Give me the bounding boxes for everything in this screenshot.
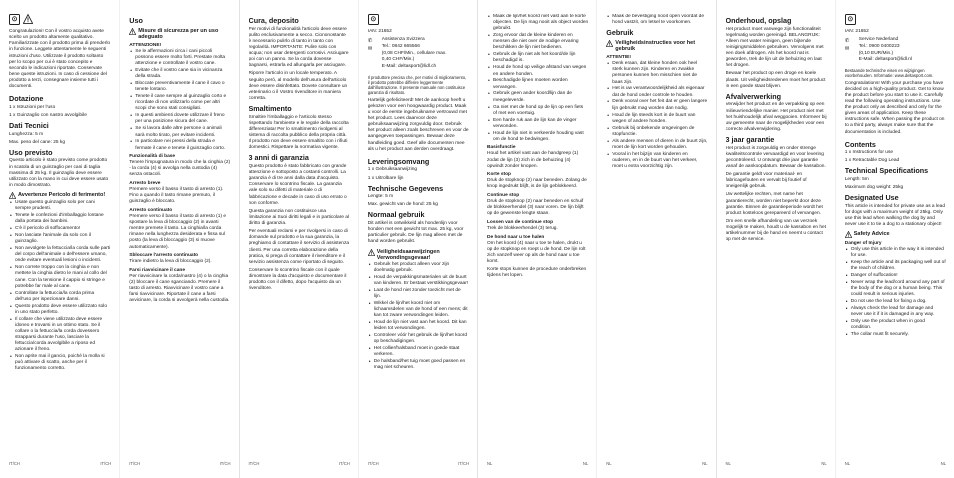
footer-lang-left: NL [725, 461, 731, 466]
section-heading: Afvalverwerking [725, 91, 782, 101]
list-item: • Usate questo guinzaglio solo per cani sempre prudenti. [15, 200, 111, 212]
bullet-list [129, 49, 230, 152]
subsection-heading: ATTENZIONE! [129, 42, 162, 48]
section-heading: Contents [844, 139, 876, 149]
body-paragraph: Het product moet vanwege zijn functionaliteit regelmatig worden gereinigd. BELANGRIJK: Alleen met water reinigen, geen bijtende reinigingsmiddelen gebruiken. Vervolgens met een doek afdrogen. Als het koord nat is geworden, trek de lijn uit de behuizing en laat het drogen. [725, 26, 824, 69]
list-item: • Controleer vóór het gebruik de lijn/het koord op beschadigingen. [374, 333, 469, 345]
intro-paragraph: Congratulations! With your purchase you have decided on a high-quality product. Get to know the product before you start to use it. Carefully read the following operating instructions. Use the product only as described and only for the given areas of application. Keep these instructions safe. When passing the product on to a third party, always make sure that the documentation is included. [844, 80, 945, 135]
body-paragraph: Max. gewicht van de hond: 25 kg [367, 202, 438, 208]
list-item: • Non aprite mai il gancio, poiché la molla si può attivare di scatto, anche per il funzionamento corretto. [15, 354, 111, 372]
list-item: • Non avvolgete la fettuccia/la corda sulle parti del corpo dell'animale o dell'essere umano, onde evitare eventuali lesioni o incidenti. [15, 246, 111, 264]
section-heading: Normaal gebruik [367, 210, 425, 220]
footer-lang-right: IT/CH [338, 461, 350, 466]
list-item: • The collar must fit securely. [851, 332, 946, 338]
body-paragraph: Per motivi di funzionalità l'articolo deve essere pulito esclusivamente a secco. Ciononostante è necessario pulirlo di tanto in tanto con regolarità. IMPORTANTE: Pulire solo con acqua; non usar detergenti corrosivi. Asciugare poi con un panno. Se la corda dovesse bagnarsi, estrarla ed allungarla per asciugare. [248, 26, 349, 69]
page-content [845, 14, 946, 459]
subsection-heading: ATTENTIE! [606, 55, 631, 61]
warning-icon [23, 14, 33, 24]
footer-lang-right: NL [702, 461, 708, 466]
footer-lang-left: IT/CH [367, 461, 379, 466]
page-footer [249, 461, 350, 466]
body-paragraph: Per eventuali reclami e per rivolgersi in caso di domande sul prodotto e la sua garanzia, la preghiamo di contattare il servizio di assistenza clienti. Per una corretta elaborazione della pratica, si prega di contattare il rivenditore e il servizio assistenza come riportato di seguito. [248, 229, 350, 265]
list-item: • Beschadigde lijnen moeten worden vervangen. [493, 78, 588, 90]
intro-paragraph: Congratulazioni! Con il vostro acquisto avete scelto un prodotto altamente qualitativo. Familiarizzate con il prodotto prima di prenderlo in funzione. Leggete attentamente le seguenti istruzioni d'uso. Utilizzate il prodotto soltanto per lo scopo per cui è stato concepito e secondo le indicazioni riportate. Conservate bene queste istruzioni. In caso di cessione del prodotto a terzi, consegnare insieme tutti i documenti. [9, 29, 111, 90]
page-column [835, 0, 954, 478]
body-paragraph: Premere verso il basso il tasto di arresto (1). Fino a quando il tasto rimane premuto, il guinzaglio è bloccato. [129, 187, 224, 205]
list-item: • Houd de lijn niet in verkeerde houding vast om de hond te bedwingen. [493, 131, 588, 143]
list-item: • Bloccate preventivamente il cane il cavo o tenete lontano. [135, 81, 230, 93]
section-heading: Designated Use [844, 193, 899, 203]
body-paragraph: Het product is zorgvuldig en onder strenge kwaliteitscontrole vervaardigd en voor levering gecontroleerd. U ontvangt drie jaar garantie vanaf de aankoopdatum. Bewaar de kassabon. [725, 145, 826, 169]
warning-triangle-icon [368, 249, 375, 256]
service-line: (0,10 EUR/Min.) [858, 50, 894, 56]
dog-lead-icon: ⊙ [9, 14, 20, 25]
footer-lang-right: NL [821, 461, 827, 466]
subsection-heading: Arresto breve [129, 181, 161, 187]
body-paragraph: Lunghezza: 5 m [9, 131, 44, 137]
list-item: • Gebruik bij onbekende omgevingen de stopfunctie. [612, 126, 707, 138]
list-item: • Denk eraan, dat kleine honden ook heel sterk kunnen zijn. Kinderen en zwakke personen kunnen hen misschien niet de baas zijn. [612, 61, 707, 86]
warning-heading [845, 231, 946, 238]
footer-lang-right: NL [582, 461, 589, 466]
list-item: • Gebruik de lijn niet als het koord/de lijn beschadigd is. [493, 52, 588, 64]
fine-print: Bestaande technische eisen en wijzigingen voorbehouden. Informatie: www.deltasport.com. [844, 68, 934, 79]
warning-heading-text: Avvertenze Pericolo di ferimento! [18, 192, 106, 199]
footer-lang-right: IT/CH [458, 461, 469, 466]
dog-lead-icon: ⊙ [368, 14, 379, 25]
page-content [249, 14, 350, 459]
list-item: • Il collare che viene utilizzato deve essere idoneo e trovarsi in un ottimo stato. Se il collare o la fettuccia/la corda dovessero strapparsi durante l'uso, lasciare la fettuccia/corda avvolgibile a riposo ed azionare il freno. [15, 317, 111, 354]
bullet-list [368, 262, 469, 372]
body-paragraph: Tirare indietro la leva di bloccaggio (2). [129, 259, 212, 265]
body-paragraph: 1 x Instructions for use [844, 150, 894, 156]
footer-lang-right: NL [940, 461, 946, 466]
warning-heading-text: Veiligheidsinstructies voor het gebruik [615, 40, 696, 53]
service-line: 0,40 CHF/Min.) [381, 57, 415, 63]
list-item: • Se si lavora dalle altre persone o animali sarà molto tirato, per evitare incidenti. [135, 126, 230, 138]
body-paragraph: 1 x Gebruiksaanwijzing [367, 167, 418, 173]
list-item: • Gebruik geen ander koord/lijn dan de meegeleverde. [493, 91, 588, 103]
list-item: • Non lasciate l'animale da solo con il guinzaglio. [15, 233, 111, 245]
body-paragraph: Houd het artikel vast aan de handgreep (1) zodat de lijn (3) zich in de behuizing (4) opwindt zonder knopen. [487, 151, 579, 169]
page-content [606, 14, 707, 459]
list-item: • Een harde ruk aan de lijn kan de vinger verwonden. [493, 118, 588, 130]
page-column [239, 0, 358, 478]
footer-lang-left: IT/CH [248, 461, 260, 466]
section-heading: Onderhoud, opslag [725, 16, 792, 25]
body-paragraph: Druk de stopknop (2) naar beneden. Zolang de knop ingedrukt blijft, is de lijn geblokkeerd. [487, 178, 587, 190]
service-icons [845, 37, 857, 64]
section-heading: Cura, deposito [248, 16, 299, 25]
list-item: • Wikkel de lijn/het koord niet om lichaamsdelen van de hond of een mens; dit kan tot zware verwondingen leiden. [374, 301, 469, 319]
list-item: • Evitate che il vostro cane sia in vicinanza della strada. [135, 68, 230, 80]
footer-lang-left: NL [844, 461, 851, 466]
icon-row [368, 14, 469, 25]
service-details [859, 37, 946, 64]
body-paragraph: Bewaar het product op een droge en koele plaats. Uit veiligheidsredenen moet het product in een goede staat blijven. [725, 71, 826, 89]
warning-triangle-icon [606, 40, 613, 47]
body-paragraph: Om het koord (4) naar u toe te halen, drukt u op de stopknop en roept u de hond. De lijn rolt zich vanzelf weer op als de hond naar u toe komt. [487, 240, 586, 264]
warning-heading [606, 40, 707, 52]
fine-print: Il produttore precisa che, per motivi di miglioramento, il prodotto potrebbe differire leggermente dall'illustrazione. Il presente manuale non costituisce garanzia di risultato. [367, 74, 467, 96]
service-line: Tel.: 0900 0400223 [858, 43, 900, 49]
subsection-heading: Danger of Injury [844, 240, 882, 246]
service-line: (0,08 CHF/Min., cellulare max. [381, 50, 447, 56]
body-paragraph: De garantie geldt voor materiaal- en fabricagefouten en vervalt bij foutief of oneigenlijk gebruik. [725, 172, 807, 190]
page-footer [845, 461, 946, 466]
list-item: • Tenete il cane sempre al guinzaglio corto e ricordate di non utilizzarlo come per altri scopi che sono stati consigliati. [135, 94, 230, 112]
warning-heading-text: Misure di sicurezza per un uso adeguato [138, 28, 219, 41]
subsection-heading: De hond naar u toe halen [487, 234, 545, 240]
list-item: • Maak de lijn/het koord niet vast aan te korte objecten. De lijn mag nooit als object worden gebruikt. [493, 14, 588, 32]
list-item: • Laat de hond niet zonder toezicht met de lijn. [374, 288, 469, 300]
footer-lang-right: IT/CH [100, 461, 112, 466]
list-item: • Never wrap the lead/cord around any part of the body of the dog or a human being. This could result in serious injuries. [851, 280, 946, 298]
section-heading: 3 anni di garanzia [248, 153, 309, 163]
body-paragraph: Premere verso il basso il tasto di arresto (1) e spostare la leva di bloccaggio (2) in avanti mentre premete il tasto. La cinghia/la corda rimane nella lunghezza desiderata e fissa sul posto (la leva di bloccaggio (3) si muove automaticamente). [129, 213, 227, 250]
warning-heading-text: Safety Advice [853, 231, 890, 238]
list-item: • Always check the lead for damage and never use it if it is damaged in any way. [851, 306, 946, 318]
page-content [487, 14, 588, 459]
body-paragraph: Per riavvicinare la corda/nastro (4) o la cinghia (2) bloccare il cane sganciando. Premere il tasto di arresto. Riavvicinare il vostro cane a farsi riavvicinare. Riportate il cane a farsi avvicinare, la corda si avvolgerà nella custodia. [129, 273, 230, 304]
icon-row [9, 14, 111, 25]
section-heading: Smaltimento [248, 104, 292, 114]
subsection-heading: Sbloccare l'arresto continuato [129, 253, 199, 259]
list-item: • Zorg ervoor dat de kleine kinderen en mensen die niet over de nodige ervaring beschikken de lijn niet bedienen. [493, 33, 588, 51]
page-footer [9, 461, 111, 466]
list-item: • Houd de verpakkingsmaterialen uit de buurt van kinderen. Er bestaat verstikkingsgevaar! [374, 275, 469, 287]
footer-lang-left: IT/CH [129, 461, 141, 466]
bullet-list [9, 200, 111, 373]
body-paragraph: Om een snelle afhandeling van uw verzoek mogelijk te maken, houdt u de kassabon en het artikelnummer bij de hand en neemt u contact op met de service. [725, 218, 827, 243]
section-heading: Uso [129, 16, 143, 25]
icon-row [845, 14, 946, 25]
subsection-heading: Farsi riavvicinare il cane [129, 267, 185, 273]
page-footer [606, 461, 707, 466]
section-heading: Uso previsto [9, 147, 53, 157]
body-paragraph: Length: 5m [844, 177, 869, 182]
body-paragraph: 1 x Guinzaglio con nastro avvolgibile [9, 112, 87, 118]
list-item: • In particolare nei pressi della strada e fermate il cane e tenete il guinzaglio corto. [135, 139, 230, 151]
list-item: • Only use this article in the way it is intended for use. [851, 247, 946, 259]
list-item: • Gebruik het product alleen voor zijn doelmatig gebruik. [374, 262, 469, 274]
warning-heading-text: Veiligheidsaanwijzingen Verwondingsgevaar! [376, 248, 440, 261]
service-line: Assistenza Svizzera [381, 37, 425, 43]
list-item: • Questo prodotto deve essere utilizzato solo in uno stato perfetto. [15, 304, 111, 316]
body-paragraph: Max. peso del cane: 25 kg [9, 139, 65, 145]
page-content [368, 14, 469, 459]
warning-triangle-icon [129, 28, 136, 35]
service-details [382, 37, 469, 71]
body-paragraph: This article is intended for private use as a lead for dogs with a maximum weight of 25kg. Only use this lead when walking the dog by and never use it to tie a dog to a stationary object! [844, 203, 946, 228]
section-heading: Dotazione [9, 94, 44, 104]
service-line: Service Nederland [858, 37, 899, 43]
list-item: • Het collier/halsband moet in goede staat verkeren. [374, 346, 469, 358]
warning-triangle-icon [845, 231, 852, 238]
subsection-heading: Basisfunctie [487, 145, 516, 151]
warning-heading [129, 28, 230, 40]
page-column [0, 0, 119, 478]
warning-triangle-icon [9, 192, 16, 199]
footer-lang-right: IT/CH [219, 461, 231, 466]
body-paragraph: Tenere l'impugnatura in modo che la cinghia (2) - la corda (4) si avvolga nella custodia (4) senza ostacoli. [129, 160, 231, 178]
body-paragraph: Dit artikel is ontwikkeld als hondenlijn voor honden met een gewicht tot max. 25 kg, voor particulier gebruik. De lijn mag alleen met de hand worden gebruikt. [367, 221, 464, 245]
list-item: • Houd de hond op veilige afstand van wegen en andere honden. [493, 65, 588, 77]
section-heading: Dati Tecnici [9, 121, 49, 131]
email-icon: ✉ [367, 46, 373, 53]
page-column [119, 0, 238, 478]
phone-icon: ✆ [367, 38, 373, 45]
body-paragraph: Druk de stopknop (2) naar beneden en schuif de blokkeerhendel (3) naar voren. De lijn blijft op de gewenste lengte staan. [487, 199, 584, 217]
list-item: • De halsband/het tuig moet goed passen en mag niet scheuren. [374, 359, 469, 371]
list-item: • Do not use the lead for fixing a dog. [851, 299, 946, 305]
service-line: Tel.: 0842 665566 [381, 43, 420, 49]
bullet-list [487, 14, 588, 143]
body-paragraph: Questa garanzia non costituisce una limitazione ai Suoi diritti legali e in particolare al diritto di garanzia. [248, 208, 350, 227]
list-item: • Houd de lijn niet vast aan het koord. Dit kan leiden tot verwondingen. [374, 320, 469, 332]
page-footer [129, 461, 230, 466]
page-column [716, 0, 835, 478]
body-paragraph: Verwijder het product en de verpakking op een milieuvriendelijke manier. Het product niet met het huishoudelijk afval weggooien. Informeer bij uw gemeente naar de mogelijkheden voor een correcte afvalverwijdering. [725, 102, 827, 132]
list-item: • C'è il pericolo di soffocamento! [15, 226, 111, 232]
ian-number: IAN: 21652 [367, 29, 392, 34]
body-paragraph: Korte stops kunnen de procedure onderbreken tijdens het lopen. [487, 267, 587, 279]
list-item: • Keep the article and its packaging well out of the reach of children. [851, 260, 946, 272]
list-item: • Houd de lijn steeds kort in de buurt van wegen of andere honden. [612, 113, 707, 125]
page-content [726, 14, 827, 459]
subsection-heading: Lossen van de continue stop [487, 219, 554, 225]
body-paragraph: 1 x Istruzioni per l'uso [9, 104, 56, 110]
service-contact [368, 37, 469, 71]
body-paragraph: Trek de blokkeerhendel (3) terug. [487, 225, 558, 231]
phone-icon: ✆ [844, 38, 850, 45]
service-line: E-Mail: deltasport@lidl.ch [381, 64, 437, 69]
body-paragraph: Questo articolo è stato previsto come prodotto in scatola di un guinzaglio per cani di taglia massima di 25 kg. Il guinzaglio deve essere utilizzato con la mano in cui deve essere usato in modo dimostrato. [9, 158, 109, 188]
page-footer [726, 461, 827, 466]
list-item: • Als andere mensen of dieren in de buurt zijn, moet de lijn kort worden gehouden. [612, 139, 707, 151]
body-paragraph: Conservare lo scontrino fiscale con il quale dimostrare la data d'acquisto e documentare il prodotto con il difetto, dopo l'acquisto da un rivenditore. [248, 267, 347, 292]
page-content [9, 14, 111, 459]
list-item: • Vooral in het bijzijn van kinderen en ouderen, en in de buurt van het verkeer, moet u extra voorzichtig zijn. [612, 152, 707, 170]
dog-lead-icon: ⊙ [845, 14, 856, 25]
list-item: • Controllate la fettuccia/la corda prima dell'uso per ispezionare danni. [15, 291, 111, 303]
body-paragraph: Smaltire l'imballaggio e l'articolo stesso rispettando l'ambiente e le regole della raccolta differenziata! Per lo smaltimento rivolgersi al sistema di raccolta pubblico della propria città. Il prodotto non deve essere smaltito con i rifiuti domestici. Rispettare la normativa vigente. [248, 114, 349, 151]
page-column [477, 0, 596, 478]
subsection-heading: Korte stop [487, 172, 511, 178]
section-heading: Technical Specifications [844, 166, 929, 176]
section-heading: Technische Gegevens [367, 183, 444, 193]
list-item: • Se le affermazioni circa i cani piccoli possono essere molto forti. Prestate molta attenzione e controllate il vostro cane. [135, 49, 230, 67]
list-item: • In questi ambienti dovete utilizzare il freno per una posizione sicura del cane. [135, 113, 230, 125]
email-icon: ✉ [844, 46, 850, 53]
ian-number: IAN: 21652 [844, 29, 869, 34]
body-paragraph: Uw wettelijke rechten, met name het garantierecht, worden niet beperkt door deze garantie. Binnen de garantieperiode wordt het product kosteloos gerepareerd of vervangen. [725, 192, 823, 216]
section-heading: Leveringsomvang [367, 156, 430, 166]
list-item: • Non correte troppo con la cinghia e non mettete la cinghia dietro le mani al collo del cane. Con la tensione il cappio si stringe e potrebbe far male al cane. [15, 265, 111, 290]
page-column [596, 0, 715, 478]
warning-heading [368, 249, 469, 261]
subsection-heading: Continue stop [487, 193, 520, 199]
footer-lang-left: NL [487, 461, 493, 466]
footer-lang-left: NL [606, 461, 612, 466]
page-footer [487, 461, 588, 466]
list-item: • Het is uw verantwoordelijkheid als eigenaar dat de hond onder controle te houden. [612, 86, 707, 98]
body-paragraph: Lengte: 5 m [367, 194, 394, 200]
list-item: • Maak de bevestiging nooit open voordat de hond vastzit, om letsel te voorkomen. [612, 14, 707, 26]
bullet-list [845, 247, 946, 338]
subsection-heading: Arresto continuato [129, 207, 173, 213]
service-icons [368, 37, 380, 71]
bullet-list [606, 61, 707, 170]
footer-lang-left: IT/CH [9, 461, 20, 466]
section-heading: 3 jaar garantie [725, 135, 775, 144]
list-item: • Denk vooral over het feit dat er geen langere lijn gebruikt mag worden dan nodig. [612, 99, 707, 111]
page-content [129, 14, 230, 459]
service-line: E-Mail: deltasport@lidl.nl [858, 57, 912, 63]
warning-heading [9, 192, 111, 199]
list-item: • Only use the product when in good condition. [851, 319, 946, 331]
subsection-heading: Funzionalità di base [129, 154, 176, 160]
body-paragraph: 1 x Uitrolbare lijn [367, 175, 404, 181]
section-heading: Gebruik [606, 28, 634, 38]
list-item: • Ga niet met de hond op de lijn op een fiets of met een voertuig. [493, 105, 588, 117]
body-paragraph: Riporre l'articolo in un locale temperato. A seguito però, al modello dell'usura dell'articolo deve essere disinfettato. Dovete consultare un veterinario o il Vostro rivenditore in maniera corretta. [248, 71, 348, 101]
bullet-list [606, 14, 707, 26]
list-item: • Danger of suffocation! [851, 273, 946, 279]
body-paragraph: Maximum dog weight: 25kg [844, 185, 904, 191]
body-paragraph: 1 x Retractable Dog Lead [844, 158, 900, 164]
intro-paragraph: Hartelijk gefeliciteerd! Met de aankoop heeft u gekozen voor een hoogwaardig product. Maak u voor de eerste ingebruikname vertrouwd met het product. Lees daarvoor deze gebruiksaanwijzing zorgvuldig door. Gebruik het product alleen zoals beschreven en voor de aangegeven toepassingen. Bewaar deze handleiding goed. Geef alle documenten mee als u het product aan derden overdraagt. [367, 97, 469, 152]
body-paragraph: Questo prodotto è stato fabbricato con grande attenzione e sottoposto a costanti controlli. La garanzia è di tre anni dalla data d'acquisto. Conservare lo scontrino fiscale. La garanzia vale solo su difetti di materiale o di fabbricazione e decade in caso di uso errato o non conforme. [248, 163, 347, 206]
list-item: • Tenete le confezioni d'imballaggio lontane dalla portata dei bambini. [15, 213, 111, 225]
page-footer [368, 461, 469, 466]
service-contact [845, 37, 946, 64]
page-column [358, 0, 477, 478]
